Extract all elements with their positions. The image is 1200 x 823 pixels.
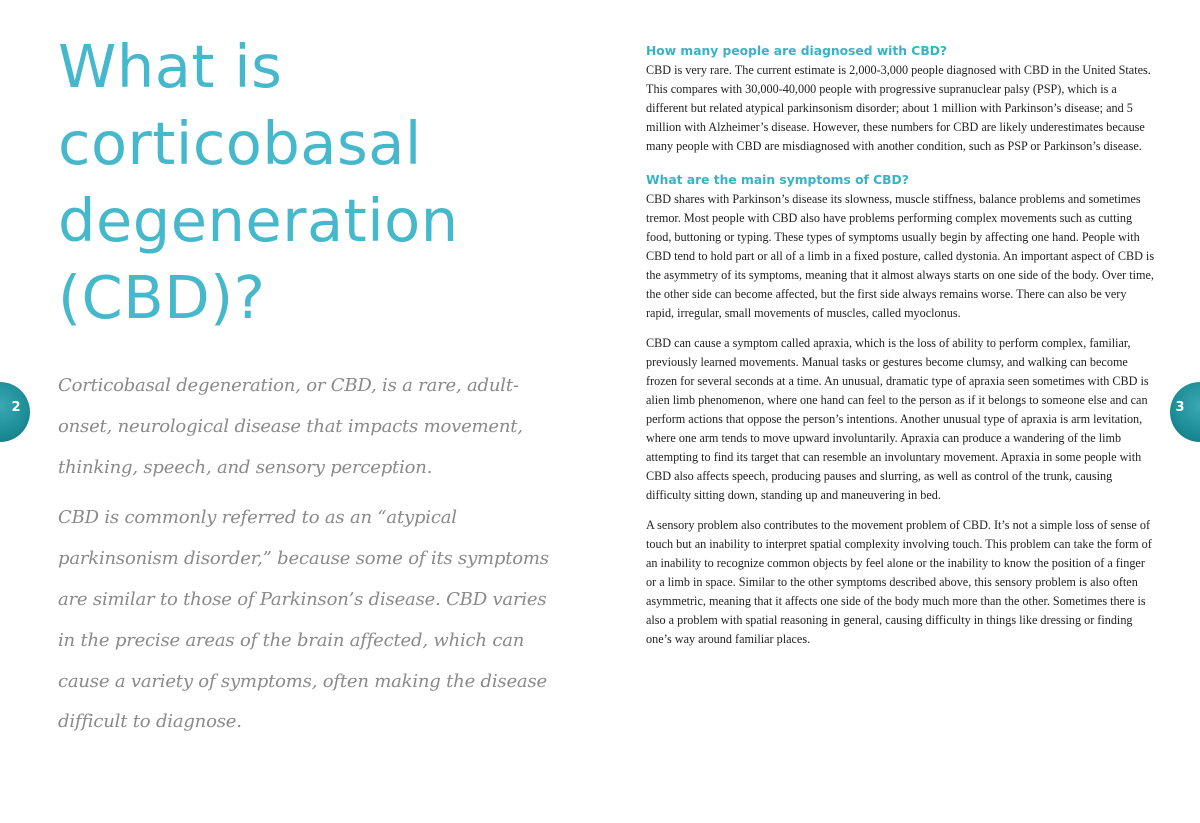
- intro-paragraph: Corticobasal degeneration, or CBD, is a rare, adult-onset, neurological disease that impacts movement, thinking, speech, and sensory perception.: [58, 375, 523, 478]
- body-paragraph: A sensory problem also contributes to the movement problem of CBD. It’s not a simple loss of sense of touch but an inability to interpret spatial complexity involving touch. This problem can take the form of an inability to recognize common objects by feel alone or the inability to know the position of a finger or a limb in space. Similar to the other symptoms described above, this sensory problem is also often asymmetric, meaning that it affects one side of the body much more than the other. Sometimes there is also a problem with spatial reasoning in general, causing difficulty in things like dressing or finding one’s way around familiar places.: [646, 518, 1152, 646]
- body-paragraph: CBD can cause a symptom called apraxia, which is the loss of ability to perform complex, familiar, previously learned movements. Manual tasks or gestures become clumsy, and walking can become frozen for several seconds at a time. An unusual, dramatic type of apraxia seen sometimes with CBD is alien limb phenomenon, where one hand can feel to the person as if it belongs to someone else and can perform actions that oppose the person’s intentions. Another unusual type of apraxia is arm levitation, where one arm tends to move upward involuntarily. Apraxia can produce a wandering of the limb attempting to find its target that can resemble an involuntary movement. Apraxia in some people with CBD also affects speech, producing pauses and slurring, as well as control of the trunk, causing difficulty sitting down, standing up and maneuvering in bed.: [646, 336, 1149, 502]
- body-paragraph: CBD shares with Parkinson’s disease its slowness, muscle stiffness, balance problems and sometimes tremor. Most people with CBD also have problems performing complex movements such as cutting food, buttoning or typing. These types of symptoms usually begin by affecting one hand. People with CBD tend to hold part or all of a limb in a fixed posture, called dystonia. An important aspect of CBD is the asymmetry of its symptoms, meaning that it almost always starts on one side of the body. Over time, the other side can become affected, but the first side always remains worse. There can also be very rapid, irregular, small movements of muscles, called myoclonus.: [646, 192, 1155, 320]
- intro-paragraph: CBD is commonly referred to as an “atypical parkinsonism disorder,” because some of its symptoms are similar to those of Parkinson’s disease. CBD varies in the precise areas of the brain affected, which can cause a variety of symptoms, often making the disease difficult to diagnose.: [58, 507, 549, 733]
- right-page: [600, 0, 1200, 823]
- title-line: What is: [58, 32, 283, 101]
- section-heading: What are the main symptoms of CBD?: [646, 173, 909, 187]
- body-paragraph: CBD is very rare. The current estimate is 2,000-3,000 people diagnosed with CBD in the United States. This compares with 30,000-40,000 people with progressive supranuclear palsy (PSP), which is a different but related atypical parkinsonism disorder; about 1 million with Parkinson’s disease; and 5 million with Alzheimer’s disease. However, these numbers for CBD are likely underestimates because many people with CBD are misdiagnosed with another condition, such as PSP or Parkinson’s disease.: [646, 63, 1151, 153]
- title-line: corticobasal: [58, 109, 422, 178]
- body-column: [646, 42, 1156, 660]
- title-line: (CBD)?: [58, 263, 266, 332]
- page-title: [58, 28, 578, 336]
- section-heading: How many people are diagnosed with CBD?: [646, 44, 948, 58]
- page-number-right: 3: [1175, 400, 1185, 415]
- intro-text: [58, 366, 568, 743]
- title-line: degeneration: [58, 186, 459, 255]
- page-number-left: 2: [11, 400, 21, 415]
